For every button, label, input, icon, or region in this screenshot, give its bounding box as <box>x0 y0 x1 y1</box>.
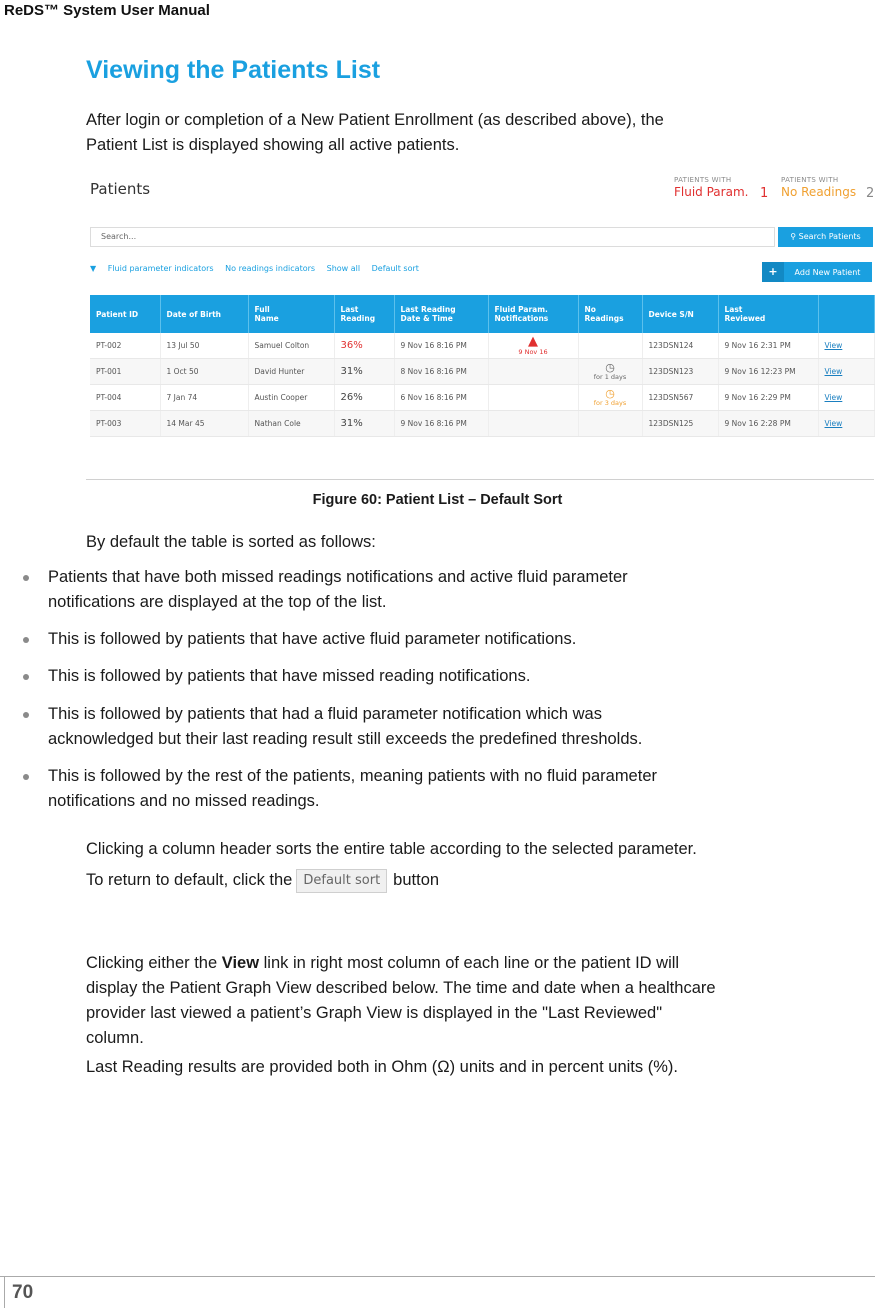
running-header: ReDS™ System User Manual <box>4 2 210 19</box>
device-cell: 123DSN125 <box>642 411 718 437</box>
column-header-device-sn[interactable]: Device S/N <box>642 295 718 333</box>
reviewed-cell: 9 Nov 16 2:31 PM <box>718 333 818 359</box>
device-cell: 123DSN123 <box>642 359 718 385</box>
figure-patients-title: Patients <box>90 180 151 198</box>
no-readings-stat-count: 2 <box>866 186 875 201</box>
page-number: 70 <box>12 1282 34 1303</box>
search-placeholder: Search... <box>101 232 137 241</box>
default-sort-button-image: Default sort <box>296 869 387 893</box>
patient-id-cell[interactable]: PT-002 <box>90 333 160 359</box>
column-header-patient-id[interactable]: Patient ID <box>90 295 160 333</box>
return-suffix: button <box>393 871 440 889</box>
filter-fluid-indicators[interactable]: Fluid parameter indicators <box>107 264 214 273</box>
view-para-line-2: display the Patient Graph View described below. The time and date when a healthcare <box>86 979 716 997</box>
column-header-last-reading[interactable]: Last Reading <box>334 295 394 333</box>
dob-cell: 1 Oct 50 <box>160 359 248 385</box>
column-header-last-reviewed[interactable]: Last Reviewed <box>718 295 818 333</box>
bullet-5-line-2: notifications and no missed readings. <box>48 792 320 810</box>
last-reading-cell: 31% <box>334 359 394 385</box>
intro-line-2: Patient List is displayed showing all active patients. <box>86 136 460 154</box>
bullet-5-line-1: This is followed by the rest of the patients, meaning patients with no fluid parameter <box>48 767 657 785</box>
return-prefix: To return to default, click the <box>86 871 293 889</box>
column-header-dob[interactable]: Date of Birth <box>160 295 248 333</box>
default-sort-intro: By default the table is sorted as follows: <box>86 533 376 551</box>
figure-caption: Figure 60: Patient List – Default Sort <box>312 492 563 508</box>
dob-cell: 7 Jan 74 <box>160 385 248 411</box>
bullet-icon <box>23 712 29 718</box>
table-row <box>90 385 874 411</box>
filter-default-sort[interactable]: Default sort <box>371 264 419 273</box>
fluid-notification-cell[interactable] <box>488 333 578 359</box>
filter-show-all[interactable]: Show all <box>326 264 361 273</box>
bullet-1-line-2: notifications are displayed at the top of the list. <box>48 593 387 611</box>
funnel-icon: ▼ <box>90 264 97 273</box>
dob-cell: 13 Jul 50 <box>160 333 248 359</box>
no-readings-stat-value: No Readings <box>781 185 857 199</box>
column-header-no-readings[interactable]: No Readings <box>578 295 642 333</box>
bullet-icon <box>23 774 29 780</box>
return-default-paragraph <box>86 868 439 893</box>
add-new-patient-button[interactable] <box>762 262 872 282</box>
no-readings-cell <box>578 411 642 437</box>
column-sort-paragraph: Clicking a column header sorts the entire table according to the selected parameter. <box>86 840 697 858</box>
section-title: Viewing the Patients List <box>86 56 381 84</box>
column-header-full-name[interactable]: Full Name <box>248 295 334 333</box>
table-row <box>90 359 874 385</box>
column-header-last-reading-datetime[interactable]: Last Reading Date & Time <box>394 295 488 333</box>
fluid-notification-cell <box>488 385 578 411</box>
reviewed-cell: 9 Nov 16 12:23 PM <box>718 359 818 385</box>
table-row <box>90 333 874 359</box>
last-reading-cell: 26% <box>334 385 394 411</box>
bullet-icon <box>23 637 29 643</box>
bullet-icon <box>23 575 29 581</box>
reviewed-cell: 9 Nov 16 2:29 PM <box>718 385 818 411</box>
last-reading-cell: 31% <box>334 411 394 437</box>
last-reading-units-paragraph: Last Reading results are provided both in Ohm (Ω) units and in percent units (%). <box>86 1058 678 1076</box>
fluid-notification-cell <box>488 359 578 385</box>
name-cell: Samuel Colton <box>248 333 334 359</box>
fluid-param-stat-label: PATIENTS WITH <box>674 176 732 184</box>
name-cell: Austin Cooper <box>248 385 334 411</box>
table-header-row <box>90 295 874 333</box>
view-para-line-1: Clicking either the View link in right most column of each line or the patient ID will <box>86 954 680 972</box>
last-reading-cell: 36% <box>334 333 394 359</box>
no-readings-cell[interactable] <box>578 385 642 411</box>
bullet-icon <box>23 674 29 680</box>
warning-icon: ▲ <box>528 333 538 349</box>
search-patients-label: Search Patients <box>798 232 861 241</box>
view-link[interactable]: View <box>818 359 874 385</box>
datetime-cell: 9 Nov 16 8:16 PM <box>394 333 488 359</box>
patient-search-input[interactable] <box>90 227 775 247</box>
intro-paragraph <box>86 108 826 158</box>
datetime-cell: 8 Nov 16 8:16 PM <box>394 359 488 385</box>
view-link[interactable]: View <box>818 333 874 359</box>
filter-no-readings-indicators[interactable]: No readings indicators <box>225 264 316 273</box>
reviewed-cell: 9 Nov 16 2:28 PM <box>718 411 818 437</box>
view-link[interactable]: View <box>818 385 874 411</box>
bullet-4-line-1: This is followed by patients that had a fluid parameter notification which was <box>48 705 602 723</box>
fluid-notification-cell <box>488 411 578 437</box>
fluid-param-stat[interactable] <box>674 176 748 199</box>
patient-list-figure <box>86 170 874 482</box>
name-cell: Nathan Cole <box>248 411 334 437</box>
device-cell: 123DSN124 <box>642 333 718 359</box>
fluid-param-stat-count: 1 <box>760 186 769 201</box>
intro-line-1: After login or completion of a New Patient Enrollment (as described above), the <box>86 111 664 129</box>
plus-icon: + <box>762 262 784 282</box>
view-para-line-3: provider last viewed a patient’s Graph View is displayed in the "Last Reviewed" <box>86 1004 663 1022</box>
no-readings-cell[interactable] <box>578 359 642 385</box>
datetime-cell: 9 Nov 16 8:16 PM <box>394 411 488 437</box>
add-new-patient-label: Add New Patient <box>794 268 861 277</box>
no-readings-stat-label: PATIENTS WITH <box>781 176 839 184</box>
footer-rule <box>0 1276 875 1277</box>
name-cell: David Hunter <box>248 359 334 385</box>
device-cell: 123DSN567 <box>642 385 718 411</box>
no-readings-duration: for 1 days <box>593 373 627 381</box>
footer-vertical-rule <box>4 1276 5 1308</box>
bullet-3-line-1: This is followed by patients that have missed reading notifications. <box>48 667 531 685</box>
clock-icon: ◷ <box>605 387 615 400</box>
search-patients-button[interactable] <box>778 227 873 247</box>
filter-bar <box>90 264 428 273</box>
patient-id-cell[interactable]: PT-001 <box>90 359 160 385</box>
column-header-fluid-notifications[interactable]: Fluid Param. Notifications <box>488 295 578 333</box>
table-row <box>90 411 874 437</box>
view-para-line-4: column. <box>86 1029 144 1047</box>
no-readings-cell <box>578 333 642 359</box>
view-bold-word: View <box>221 954 260 972</box>
patient-id-cell[interactable]: PT-004 <box>90 385 160 411</box>
view-link-paragraph <box>86 951 875 1051</box>
patient-id-cell[interactable]: PT-003 <box>90 411 160 437</box>
datetime-cell: 6 Nov 16 8:16 PM <box>394 385 488 411</box>
patients-table <box>90 295 875 437</box>
figure-bottom-rule <box>86 479 874 480</box>
bullet-4-line-2: acknowledged but their last reading result still exceeds the predefined thresholds. <box>48 730 643 748</box>
bullet-2-line-1: This is followed by patients that have active fluid parameter notifications. <box>48 630 577 648</box>
column-header-actions <box>818 295 874 333</box>
search-icon: ⚲ <box>790 232 797 241</box>
fluid-param-stat-value: Fluid Param. <box>674 185 749 199</box>
dob-cell: 14 Mar 45 <box>160 411 248 437</box>
no-readings-stat[interactable] <box>781 176 856 199</box>
fluid-notification-date: 9 Nov 16 <box>518 347 548 356</box>
clock-icon: ◷ <box>605 361 615 374</box>
view-link[interactable]: View <box>818 411 874 437</box>
no-readings-duration: for 3 days <box>593 399 627 407</box>
bullet-1-line-1: Patients that have both missed readings notifications and active fluid parameter <box>48 568 628 586</box>
